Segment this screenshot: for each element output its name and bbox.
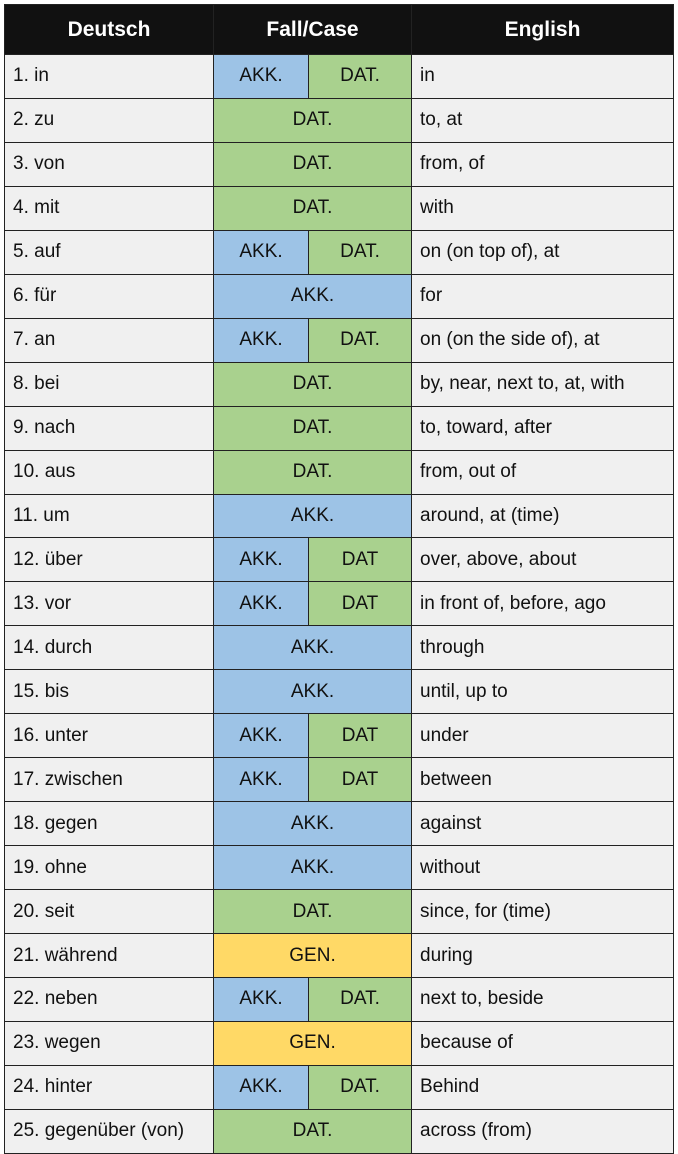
case-cell-akk: AKK. [214, 626, 412, 670]
preposition-table [4, 4, 674, 1154]
german-preposition: 3. von [5, 142, 214, 186]
case-cell-dat: DAT. [214, 186, 412, 230]
german-preposition: 21. während [5, 934, 214, 978]
case-cell-akk: AKK. [214, 846, 412, 890]
case-cell-dat: DAT [309, 538, 412, 582]
german-preposition: 6. für [5, 274, 214, 318]
german-preposition: 7. an [5, 318, 214, 362]
english-translation: during [412, 934, 674, 978]
case-cell-dat: DAT. [214, 406, 412, 450]
table-row [5, 802, 674, 846]
header-english: English [412, 5, 674, 55]
german-preposition: 19. ohne [5, 846, 214, 890]
case-cell-dat: DAT [309, 582, 412, 626]
case-cell-akk: AKK. [214, 802, 412, 846]
german-preposition: 8. bei [5, 362, 214, 406]
table-row [5, 98, 674, 142]
german-preposition: 12. über [5, 538, 214, 582]
table-row [5, 55, 674, 99]
case-cell-akk: AKK. [214, 1065, 309, 1109]
table-row [5, 978, 674, 1022]
header-row [5, 5, 674, 55]
english-translation: without [412, 846, 674, 890]
german-preposition: 17. zwischen [5, 758, 214, 802]
german-preposition: 16. unter [5, 714, 214, 758]
german-preposition: 4. mit [5, 186, 214, 230]
table-row [5, 1065, 674, 1109]
table-row [5, 714, 674, 758]
english-translation: to, at [412, 98, 674, 142]
english-translation: on (on top of), at [412, 230, 674, 274]
english-translation: against [412, 802, 674, 846]
case-cell-akk: AKK. [214, 230, 309, 274]
case-cell-dat: DAT. [214, 142, 412, 186]
english-translation: Behind [412, 1065, 674, 1109]
english-translation: around, at (time) [412, 494, 674, 538]
case-cell-dat: DAT. [309, 230, 412, 274]
table-row [5, 934, 674, 978]
table-row [5, 758, 674, 802]
case-cell-dat: DAT. [214, 890, 412, 934]
table-row [5, 494, 674, 538]
case-cell-akk: AKK. [214, 274, 412, 318]
table-row [5, 230, 674, 274]
case-cell-akk: AKK. [214, 55, 309, 99]
case-cell-dat: DAT. [214, 98, 412, 142]
english-translation: through [412, 626, 674, 670]
german-preposition: 25. gegenüber (von) [5, 1109, 214, 1153]
table-row [5, 450, 674, 494]
german-preposition: 10. aus [5, 450, 214, 494]
case-cell-dat: DAT. [309, 55, 412, 99]
table-row [5, 1021, 674, 1065]
table-row [5, 362, 674, 406]
german-preposition: 20. seit [5, 890, 214, 934]
table-row [5, 318, 674, 362]
english-translation: next to, beside [412, 978, 674, 1022]
table-row [5, 142, 674, 186]
table-row [5, 890, 674, 934]
table-row [5, 670, 674, 714]
english-translation: under [412, 714, 674, 758]
case-cell-akk: AKK. [214, 582, 309, 626]
english-translation: between [412, 758, 674, 802]
german-preposition: 24. hinter [5, 1065, 214, 1109]
german-preposition: 9. nach [5, 406, 214, 450]
english-translation: on (on the side of), at [412, 318, 674, 362]
table-row [5, 274, 674, 318]
table-row [5, 846, 674, 890]
english-translation: in [412, 55, 674, 99]
case-cell-akk: AKK. [214, 318, 309, 362]
header-case: Fall/Case [214, 5, 412, 55]
case-cell-dat: DAT. [214, 362, 412, 406]
case-cell-gen: GEN. [214, 1021, 412, 1065]
english-translation: across (from) [412, 1109, 674, 1153]
german-preposition: 1. in [5, 55, 214, 99]
english-translation: until, up to [412, 670, 674, 714]
german-preposition: 11. um [5, 494, 214, 538]
english-translation: from, out of [412, 450, 674, 494]
english-translation: over, above, about [412, 538, 674, 582]
case-cell-dat: DAT. [214, 1109, 412, 1153]
german-preposition: 18. gegen [5, 802, 214, 846]
english-translation: by, near, next to, at, with [412, 362, 674, 406]
german-preposition: 23. wegen [5, 1021, 214, 1065]
case-cell-akk: AKK. [214, 494, 412, 538]
german-preposition: 13. vor [5, 582, 214, 626]
case-cell-akk: AKK. [214, 670, 412, 714]
case-cell-gen: GEN. [214, 934, 412, 978]
english-translation: to, toward, after [412, 406, 674, 450]
english-translation: since, for (time) [412, 890, 674, 934]
english-translation: from, of [412, 142, 674, 186]
english-translation: with [412, 186, 674, 230]
german-preposition: 14. durch [5, 626, 214, 670]
german-preposition: 5. auf [5, 230, 214, 274]
case-cell-dat: DAT. [309, 978, 412, 1022]
case-cell-dat: DAT [309, 714, 412, 758]
english-translation: because of [412, 1021, 674, 1065]
case-cell-akk: AKK. [214, 758, 309, 802]
case-cell-dat: DAT. [309, 318, 412, 362]
case-cell-akk: AKK. [214, 978, 309, 1022]
table-row [5, 582, 674, 626]
english-translation: for [412, 274, 674, 318]
table-row [5, 406, 674, 450]
header-german: Deutsch [5, 5, 214, 55]
case-cell-akk: AKK. [214, 714, 309, 758]
table-row [5, 1109, 674, 1153]
german-preposition: 22. neben [5, 978, 214, 1022]
case-cell-akk: AKK. [214, 538, 309, 582]
table-row [5, 538, 674, 582]
case-cell-dat: DAT. [214, 450, 412, 494]
english-translation: in front of, before, ago [412, 582, 674, 626]
case-cell-dat: DAT [309, 758, 412, 802]
german-preposition: 15. bis [5, 670, 214, 714]
case-cell-dat: DAT. [309, 1065, 412, 1109]
german-preposition: 2. zu [5, 98, 214, 142]
table-row [5, 626, 674, 670]
table-row [5, 186, 674, 230]
